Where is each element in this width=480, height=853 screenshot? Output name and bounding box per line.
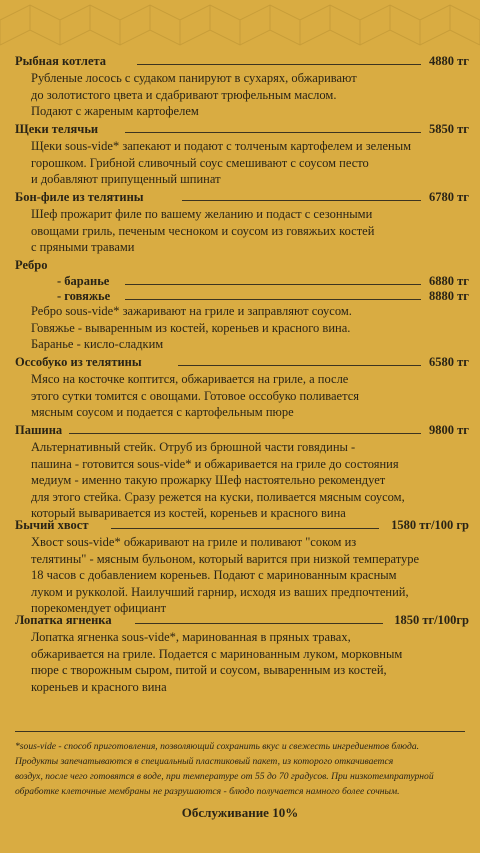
item-price: 6580 тг — [429, 355, 469, 369]
dotted-rule — [111, 528, 379, 529]
dotted-rule — [182, 200, 421, 201]
sub-item-price: 8880 тг — [429, 288, 469, 303]
menu-item — [15, 517, 469, 617]
dotted-rule — [125, 284, 421, 285]
menu-item — [15, 53, 469, 120]
item-description: Мясо на косточке коптится, обжаривается на гриле, а после этого сутки томится с овощами. Готовое оссобуко поливается мясным соусом и подается с картофельным пюре — [31, 372, 360, 419]
item-name: Щеки телячьи — [15, 122, 99, 136]
item-description: Ребро sous-vide* зажаривают на гриле и заправляют соусом. Говяжье - вываренным из костей, кореньев и красного вина. Баранье - кисло-сладким — [31, 304, 352, 351]
item-name: Оссобуко из телятины — [15, 355, 142, 369]
menu-item — [15, 189, 469, 256]
sub-item — [15, 274, 469, 289]
item-description: Лопатка ягненка sous-vide*, маринованная в пряных травах, обжаривается на гриле. Подается с маринованным луком, морковным пюре с творожным сыром, питой и соусом, вываренным из костей, кореньев и красного вина — [31, 630, 403, 694]
sub-item-name: - баранье — [57, 274, 110, 288]
item-price: 4880 тг — [429, 54, 469, 68]
menu-item — [15, 257, 469, 353]
item-description: Рубленые лосось с судаком панируют в сухарях, обжаривают до золотистого цвета и сдабривают трюфельным маслом. Подают с жареным картофелем — [31, 71, 357, 118]
footer-divider — [15, 731, 465, 732]
dotted-rule — [137, 64, 421, 65]
item-description: Альтернативный стейк. Отруб из брюшной части говядины - пашина - готовится sous-vide* и обжаривается на гриле до состояния медиум - именно такую прожарку Шеф настоятельно рекомендует для этого стейка. Сразу режется на куски, поливается мясным соусом, который вываривается из костей, кореньев и красного вина — [31, 440, 405, 520]
menu-item — [15, 422, 469, 522]
dotted-rule — [125, 299, 421, 300]
item-price: 1850 тг/100гр — [394, 613, 469, 627]
item-description: Щеки sous-vide* запекают и подают с толченым картофелем и зеленым горошком. Грибной сливочный соус смешивают с соусом песто и добавляют припущенный шпинат — [31, 139, 412, 186]
item-price: 6780 тг — [429, 190, 469, 204]
dotted-rule — [135, 623, 383, 624]
sous-vide-footnote: *sous-vide - способ приготовления, позволяющий сохранить вкус и свежесть ингредиентов блюда. Продукты запечатываются в специальный пластиковый пакет, из которого откачивается воздух, после чего готовятся в воде, при температуре от 55 до 70 градусов. При низкотемпратурной обработке клеточные мембраны не разрушаются - блюдо получается намного более сочным. — [15, 741, 434, 797]
item-name: Пашина — [15, 423, 63, 437]
dotted-rule — [69, 433, 421, 434]
sub-item-name: - говяжье — [57, 288, 111, 303]
dotted-rule — [125, 132, 421, 133]
item-name: Бычий хвост — [15, 518, 89, 532]
dotted-rule — [178, 365, 421, 366]
service-charge: Обслуживание 10% — [181, 805, 299, 820]
sub-item — [15, 289, 469, 304]
item-name: Рыбная котлета — [15, 54, 107, 68]
item-description: Хвост sous-vide* обжаривают на гриле и поливают "соком из телятины" - мясным бульоном, который варится при низкой температуре 18 часов с добавлением кореньев. Подают с маринованным красным луком и рукколой. Наилучший гарнир, исходя из ваших предпочтений, порекомендует официант — [31, 535, 420, 615]
menu-item — [15, 612, 469, 695]
menu-item — [15, 354, 469, 421]
item-name: Лопатка ягненка — [15, 613, 112, 627]
sub-item-price: 6880 тг — [429, 274, 469, 288]
item-name: Ребро — [15, 258, 48, 272]
menu-item — [15, 121, 469, 188]
item-price: 5850 тг — [429, 122, 469, 136]
item-name: Бон-филе из телятины — [15, 190, 144, 204]
background-pattern — [0, 0, 480, 60]
item-price: 9800 тг — [429, 423, 469, 437]
item-price: 1580 тг/100 гр — [391, 518, 469, 532]
item-description: Шеф прожарит филе по вашему желанию и подаст с сезонными овощами гриль, печеным чесноком и соусом из говяжьих костей с пряными травами — [31, 207, 375, 254]
